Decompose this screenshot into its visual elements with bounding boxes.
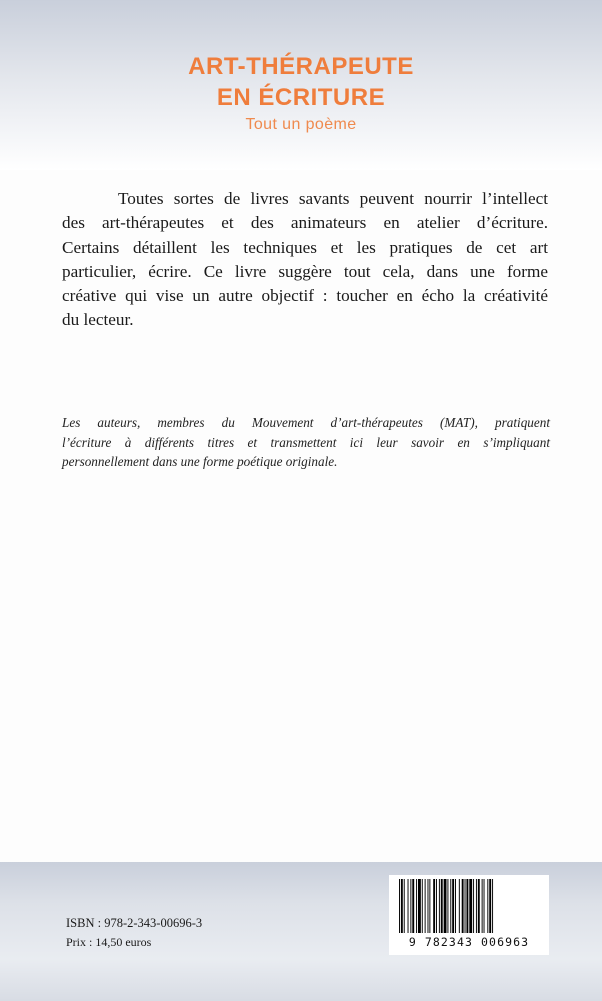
barcode-bar (466, 879, 468, 933)
blurb-line: du lecteur. (62, 310, 134, 330)
barcode (389, 875, 549, 955)
title-line-1: ART-THÉRAPEUTE (188, 53, 414, 80)
barcode-bar (487, 879, 488, 933)
barcode-bar (444, 879, 447, 933)
barcode-bar (476, 879, 477, 933)
barcode-bar (433, 879, 435, 933)
barcode-bar (482, 879, 483, 933)
barcode-bars (389, 875, 549, 937)
authors-line: Les auteurs, membres du Mouvement d’art-thérapeutes (MAT), pratiquent (62, 415, 550, 430)
barcode-bar (422, 879, 423, 933)
barcode-bar (429, 879, 430, 933)
barcode-bar (492, 879, 493, 933)
barcode-bar (418, 879, 421, 933)
barcode-bar (478, 879, 480, 933)
blurb-line: des art-thérapeutes et des animateurs en atelier d’écriture. (62, 213, 548, 233)
barcode-bar (489, 879, 491, 933)
isbn-text: ISBN : 978-2-343-00696-3 (66, 916, 203, 930)
barcode-bar (469, 879, 472, 933)
barcode-bar (416, 879, 417, 933)
barcode-bar (465, 879, 466, 933)
barcode-bar (428, 879, 429, 933)
authors-line: personnellement dans une forme poétique originale. (62, 454, 338, 469)
barcode-bar (408, 879, 409, 933)
authors-line: l’écriture à différents titres et transmettent ici leur savoir en s’impliquant (62, 434, 550, 450)
barcode-bar (401, 879, 403, 933)
blurb-line: particulier, écrire. Ce livre suggère tout cela, dans une forme (62, 261, 548, 281)
blurb-paragraph (62, 187, 548, 333)
blurb-line: Toutes sortes de livres savants peuvent nourrir l’intellect (118, 189, 548, 208)
barcode-bar (410, 879, 411, 933)
barcode-bar (462, 879, 464, 933)
price-text: Prix : 14,50 euros (66, 935, 152, 949)
barcode-digits: 9 782343 006963 (408, 935, 530, 949)
blurb-line: créative qui vise un autre objectif : toucher en écho la créativité (62, 286, 548, 306)
blurb-line: Certains détaillent les techniques et les pratiques de cet art (62, 237, 548, 257)
authors-paragraph (62, 413, 550, 472)
barcode-bar (459, 879, 460, 933)
barcode-bar (425, 879, 426, 933)
barcode-bar (450, 879, 451, 933)
barcode-bar (436, 879, 437, 933)
barcode-bar (412, 879, 414, 933)
barcode-bar (447, 879, 448, 933)
barcode-bar (399, 879, 400, 933)
barcode-bar (452, 879, 454, 933)
barcode-bar (484, 879, 485, 933)
barcode-bar (441, 879, 443, 933)
subtitle: Tout un poème (245, 116, 357, 133)
barcode-bar (404, 879, 405, 933)
barcode-bar (455, 879, 456, 933)
barcode-bar (473, 879, 474, 933)
barcode-bar (439, 879, 440, 933)
title-line-2: EN ÉCRITURE (216, 84, 386, 111)
